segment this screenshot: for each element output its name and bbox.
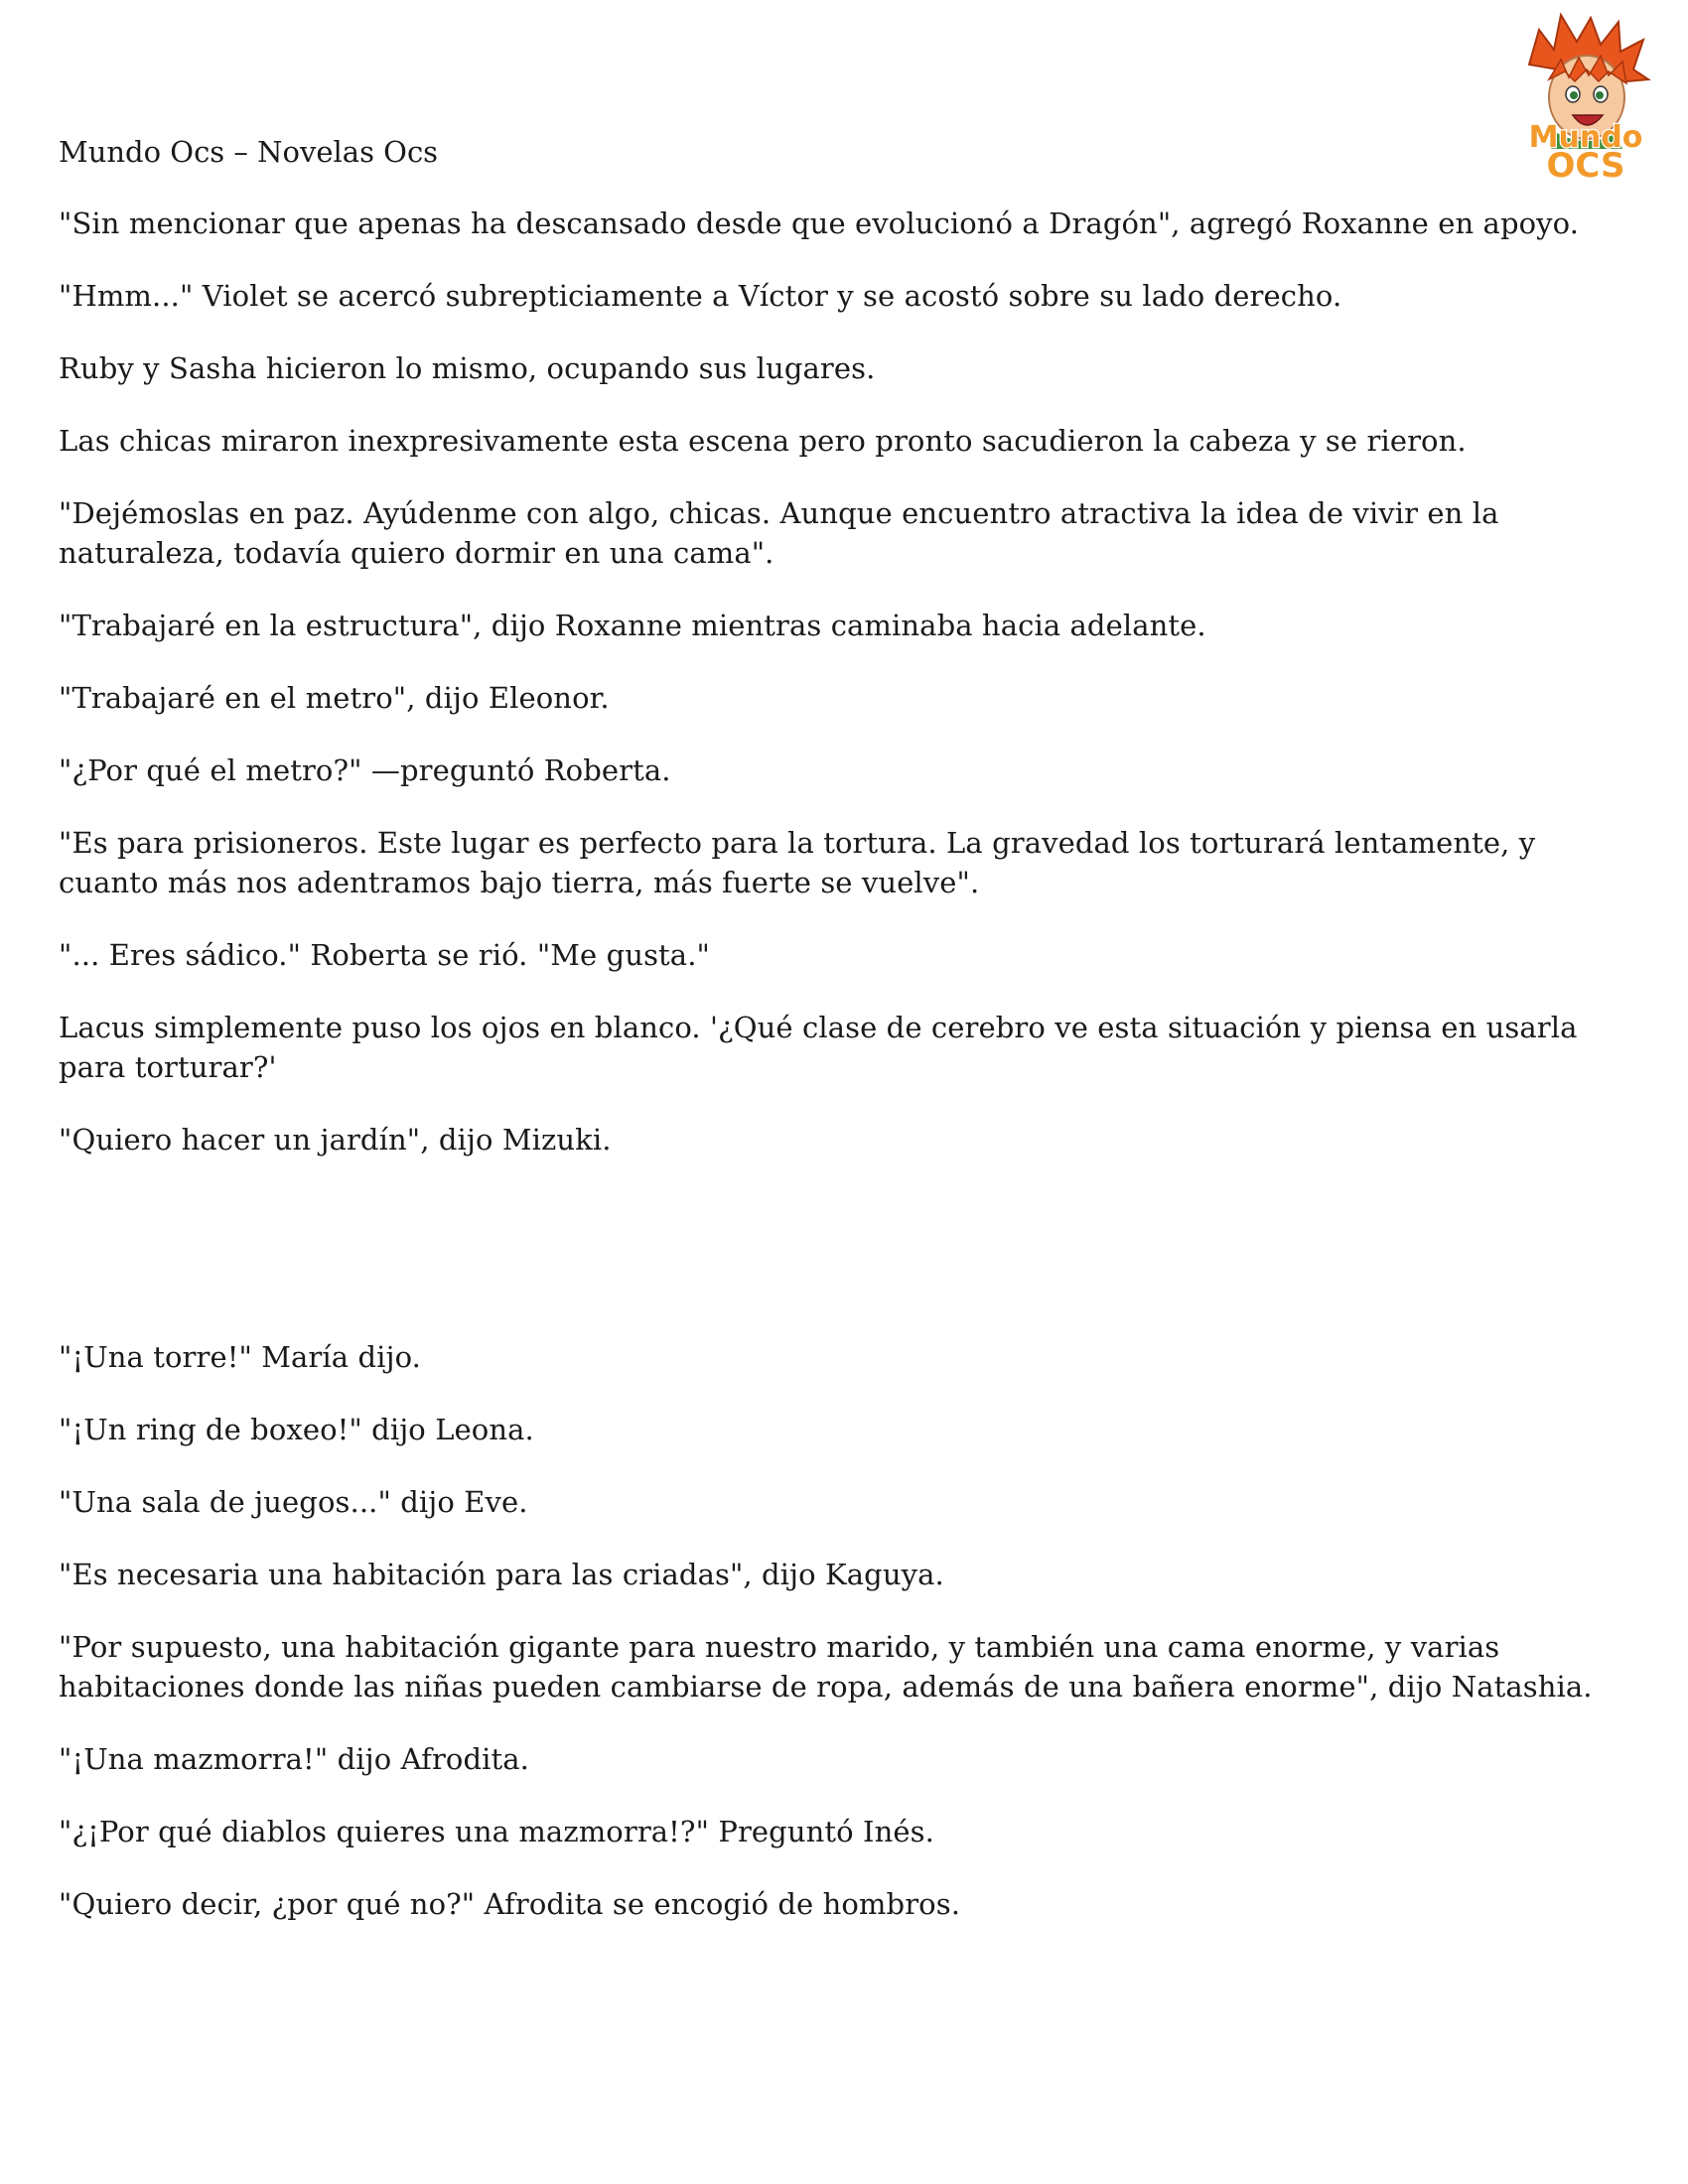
paragraph: "Trabajaré en la estructura", dijo Roxanne mientras caminaba hacia adelante. [59,609,1206,642]
paragraph: "... Eres sádico." Roberta se rió. "Me gusta." [59,938,710,972]
paragraph: "Quiero decir, ¿por qué no?" Afrodita se encogió de hombros. [59,1887,961,1921]
paragraph: "Una sala de juegos..." dijo Eve. [59,1485,528,1519]
logo-text-line2: OCS [1546,146,1625,184]
paragraph: "Es necesaria una habitación para las criadas", dijo Kaguya. [59,1558,944,1591]
paragraph: "Hmm..." Violet se acercó subrepticiamente a Víctor y se acostó sobre su lado derecho. [59,279,1342,313]
paragraph: "Trabajaré en el metro", dijo Eleonor. [59,681,610,715]
paragraph: "Es para prisioneros. Este lugar es perfecto para la tortura. La gravedad los torturará lentamente, y cuanto más nos adentramos bajo tierra, más fuerte se vuelve". [59,826,1536,899]
paragraph: "Por supuesto, una habitación gigante para nuestro marido, y también una cama enorme, y varias habitaciones donde las niñas pueden cambiarse de ropa, además de una bañera enorme", dijo Natashia. [59,1630,1593,1704]
paragraph: "Sin mencionar que apenas ha descansado desde que evolucionó a Dragón", agregó Roxanne en apoyo. [59,206,1580,240]
mundo-ocs-logo [1499,10,1673,184]
logo-text-line1: Mundo [1528,120,1643,155]
paragraph: "Dejémoslas en paz. Ayúdenme con algo, chicas. Aunque encuentro atractiva la idea de vivir en la naturaleza, todavía quiero dormir en una cama". [59,496,1499,570]
paragraph: "Quiero hacer un jardín", dijo Mizuki. [59,1123,612,1157]
paragraph: "¿¡Por qué diablos quieres una mazmorra!?" Preguntó Inés. [59,1815,934,1848]
section-gap [59,1192,1637,1337]
document-body [59,204,1637,1957]
paragraph: "¿Por qué el metro?" —preguntó Roberta. [59,753,671,787]
paragraph: Las chicas miraron inexpresivamente esta escena pero pronto sacudieron la cabeza y se rieron. [59,424,1467,458]
paragraph: Lacus simplemente puso los ojos en blanco. '¿Qué clase de cerebro ve esta situación y piensa en usarla para torturar?' [59,1011,1578,1084]
page-header-title: Mundo Ocs – Novelas Ocs [59,135,439,169]
logo-character-icon [1499,10,1673,184]
paragraph: Ruby y Sasha hicieron lo mismo, ocupando sus lugares. [59,351,876,385]
paragraph: "¡Una mazmorra!" dijo Afrodita. [59,1742,529,1776]
paragraph: "¡Un ring de boxeo!" dijo Leona. [59,1413,534,1446]
paragraph: "¡Una torre!" María dijo. [59,1340,421,1374]
